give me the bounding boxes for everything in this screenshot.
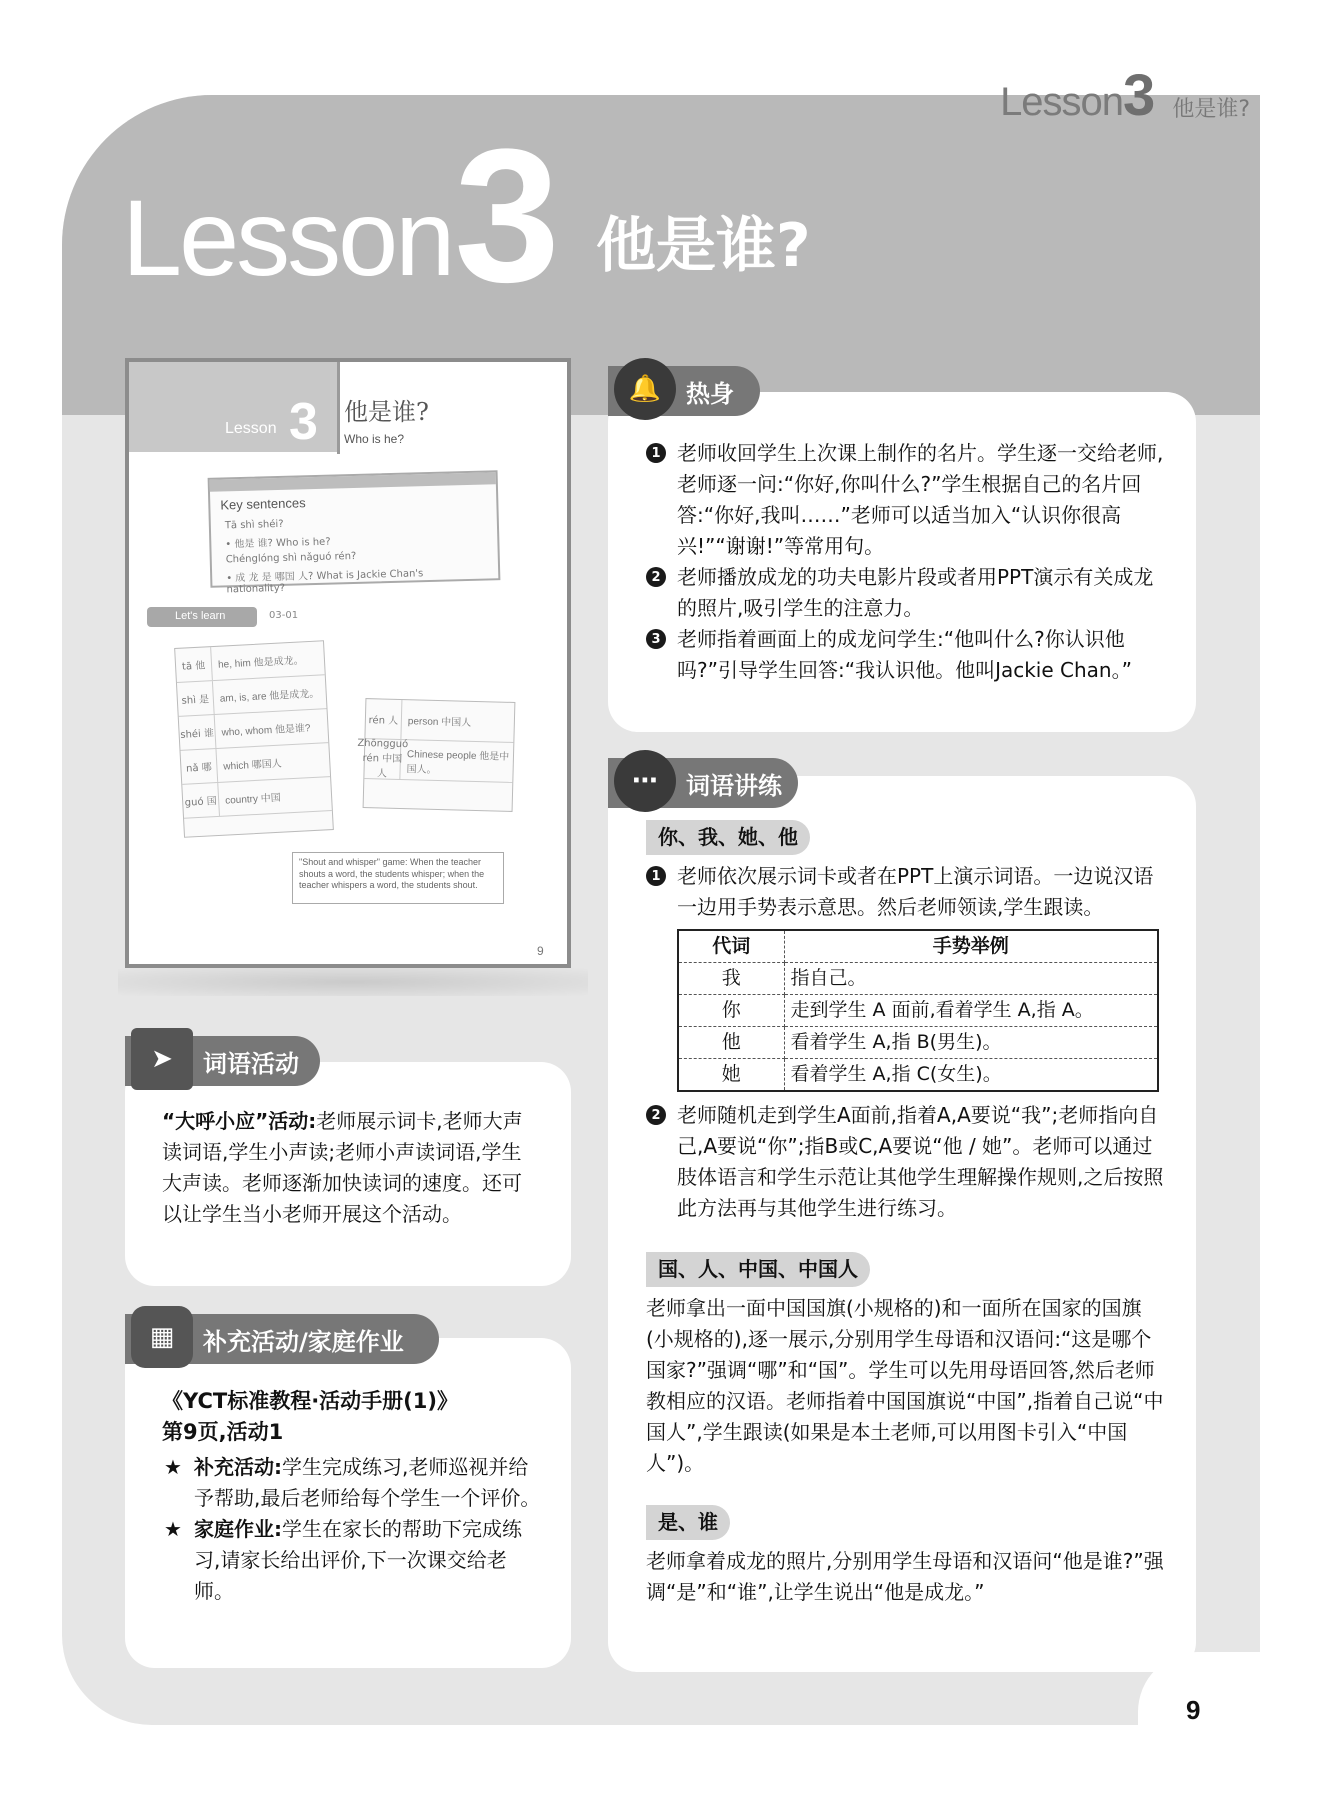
page-number: 9 — [1186, 1695, 1201, 1725]
table-header-row — [678, 930, 1158, 963]
running-title: 他是谁? — [1172, 97, 1250, 122]
table-row: 她 看着学生 A,指 C(女生)。 — [678, 1059, 1158, 1092]
paragraph: 老师拿出一面中国国旗(小规格的)和一面所在国家的国旗(小规格的),逐一展示,分别用学生母语和汉语问:“这是哪个国家?”强调“哪”和“国”。学生可以先用母语回答,然后老师教相应的汉语。老师指着中国国旗说“中国”,指着自己说“中国人”,学生跟读(如果是本土老师,可以用图卡引入“中国人”)。 — [646, 1296, 1164, 1475]
running-header — [1000, 62, 1250, 129]
key-line: Chénglóng shì nǎguó rén? — [225, 550, 357, 566]
lesson-word: Lesson — [122, 177, 453, 298]
table-header: 代词 — [678, 930, 784, 963]
warmup-tab — [608, 366, 760, 416]
textbook-page-thumbnail — [125, 358, 571, 968]
table-row: 我 指自己。 — [678, 963, 1158, 995]
list-item: 3 老师指着画面上的成龙问学生:“他叫什么?你认识他吗?”引导学生回答:“我认识他。他叫Jackie Chan。” — [646, 624, 1168, 686]
key-line: Tā shì shéi? — [224, 518, 284, 532]
thumb-number: 3 — [289, 393, 318, 451]
paper-plane-icon: ➤ — [131, 1028, 193, 1090]
word-activity-tab — [125, 1036, 320, 1086]
shout-whisper-note: "Shout and whisper" game: When the teacher shouts a word, the students whisper; when the teacher whispers a word, the students shout. — [292, 852, 504, 904]
supplement-tab — [125, 1314, 439, 1364]
key-line: • 他是 谁? Who is he? — [225, 536, 331, 551]
audio-track: 03-01 — [269, 610, 299, 621]
warmup-tab-label: 热身 — [686, 379, 734, 408]
warmup-content — [646, 438, 1168, 686]
supplement-content — [162, 1386, 542, 1607]
vocab-practice-tab-label: 词语讲练 — [686, 771, 782, 800]
activity-text: 老师展示词卡,老师大声读词语,学生小声读;老师小声读词语,学生大声读。老师逐渐加快读词的速度。还可以让学生当小老师开展这个活动。 — [162, 1109, 523, 1226]
word-activity-content — [162, 1106, 540, 1230]
lesson-number: 3 — [454, 110, 560, 322]
lesson-title: 他是谁? — [595, 211, 811, 281]
lets-learn-label: Let's learn — [147, 607, 257, 627]
list-item: 1 老师收回学生上次课上制作的名片。学生逐一交给老师,老师逐一问:“你好,你叫什么?”学生根据自己的名片回答:“你好,我叫……”老师可以适当加入“认识你很高兴!”“谢谢!”等常用句。 — [646, 438, 1168, 562]
book-title: 《YCT标准教程·活动手册(1)》 — [162, 1389, 458, 1413]
word-row: nǎ 哪 which 哪国人 — [181, 743, 331, 785]
key-title: Key sentences — [220, 495, 306, 513]
running-lesson: Lesson3 — [1000, 63, 1155, 128]
word-card — [174, 640, 334, 838]
list-item: 1 老师依次展示词卡或者在PPT上演示词语。一边说汉语一边用手势表示意思。然后老师领读,学生跟读。 — [646, 861, 1168, 923]
activity-lead: “大呼小应”活动: — [162, 1109, 317, 1133]
speech-bubble-icon: ⋯ — [614, 750, 676, 812]
paragraph: 老师拿着成龙的照片,分别用学生母语和汉语问“他是谁?”强调“是”和“谁”,让学生说出“他是成龙。” — [646, 1549, 1164, 1604]
key-sentences-card — [208, 470, 501, 596]
list-item: 2 老师播放成龙的功夫电影片段或者用PPT演示有关成龙的照片,吸引学生的注意力。 — [646, 562, 1168, 624]
thumb-lesson: Lesson — [225, 420, 277, 437]
word-row: Zhōngguó rén 中国 人 Chinese people 他是中国人。 — [364, 739, 513, 783]
page-reference: 第9页,活动1 — [162, 1420, 284, 1444]
star-icon: ★ — [164, 1517, 182, 1541]
thumb-page-number: 9 — [537, 944, 544, 958]
word-card-2 — [357, 698, 516, 812]
list-item: 2 老师随机走到学生A面前,指着A,A要说“我”;老师指向自己,A要说“你”;指B或C,A要说“他 / 她”。老师可以通过肢体语言和学生示范让其他学生理解操作规则,之后按照此方法再与其他学生进行练习。 — [646, 1100, 1168, 1224]
gesture-table — [677, 929, 1159, 1092]
word-row: rén 人 person 中国人 — [365, 699, 514, 743]
vocab-practice-tab — [608, 758, 798, 808]
list-item: ★ 补充活动:学生完成练习,老师巡视并给予帮助,最后老师给每个学生一个评价。 — [162, 1452, 542, 1514]
backpack-icon: ▦ — [131, 1306, 193, 1368]
bell-icon: 🔔 — [614, 358, 676, 420]
thumb-title-en: Who is he? — [344, 432, 405, 446]
word-row: shì 是 am, is, are 他是成龙。 — [177, 675, 327, 717]
word-activity-tab-label: 词语活动 — [203, 1049, 299, 1078]
table-header: 手势举例 — [784, 930, 1158, 963]
page-number-bubble — [1138, 1652, 1268, 1772]
subheading: 国、人、中国、中国人 — [646, 1252, 870, 1287]
lesson-heading — [122, 110, 811, 322]
word-row: tā 他 he, him 他是成龙。 — [175, 641, 325, 683]
subheading: 你、我、她、他 — [646, 820, 810, 855]
subheading: 是、谁 — [646, 1505, 730, 1540]
supplement-tab-label: 补充活动/家庭作业 — [203, 1327, 404, 1356]
table-row: 他 看着学生 A,指 B(男生)。 — [678, 1027, 1158, 1059]
key-line: • 成 龙 是 哪国 人? What is Jackie Chan's nationality? — [226, 568, 424, 596]
table-row: 你 走到学生 A 面前,看着学生 A,指 A。 — [678, 995, 1158, 1027]
list-item: ★ 家庭作业:学生在家长的帮助下完成练习,请家长给出评价,下一次课交给老师。 — [162, 1514, 542, 1607]
star-icon: ★ — [164, 1455, 182, 1479]
thumb-shadow — [118, 968, 588, 996]
thumb-title-cn: 他是谁? — [344, 398, 429, 426]
word-row: shéi 谁 who, whom 他是谁? — [179, 709, 329, 751]
word-row: guó 国 country 中国 — [182, 777, 332, 819]
vocab-practice-content — [646, 820, 1168, 1608]
